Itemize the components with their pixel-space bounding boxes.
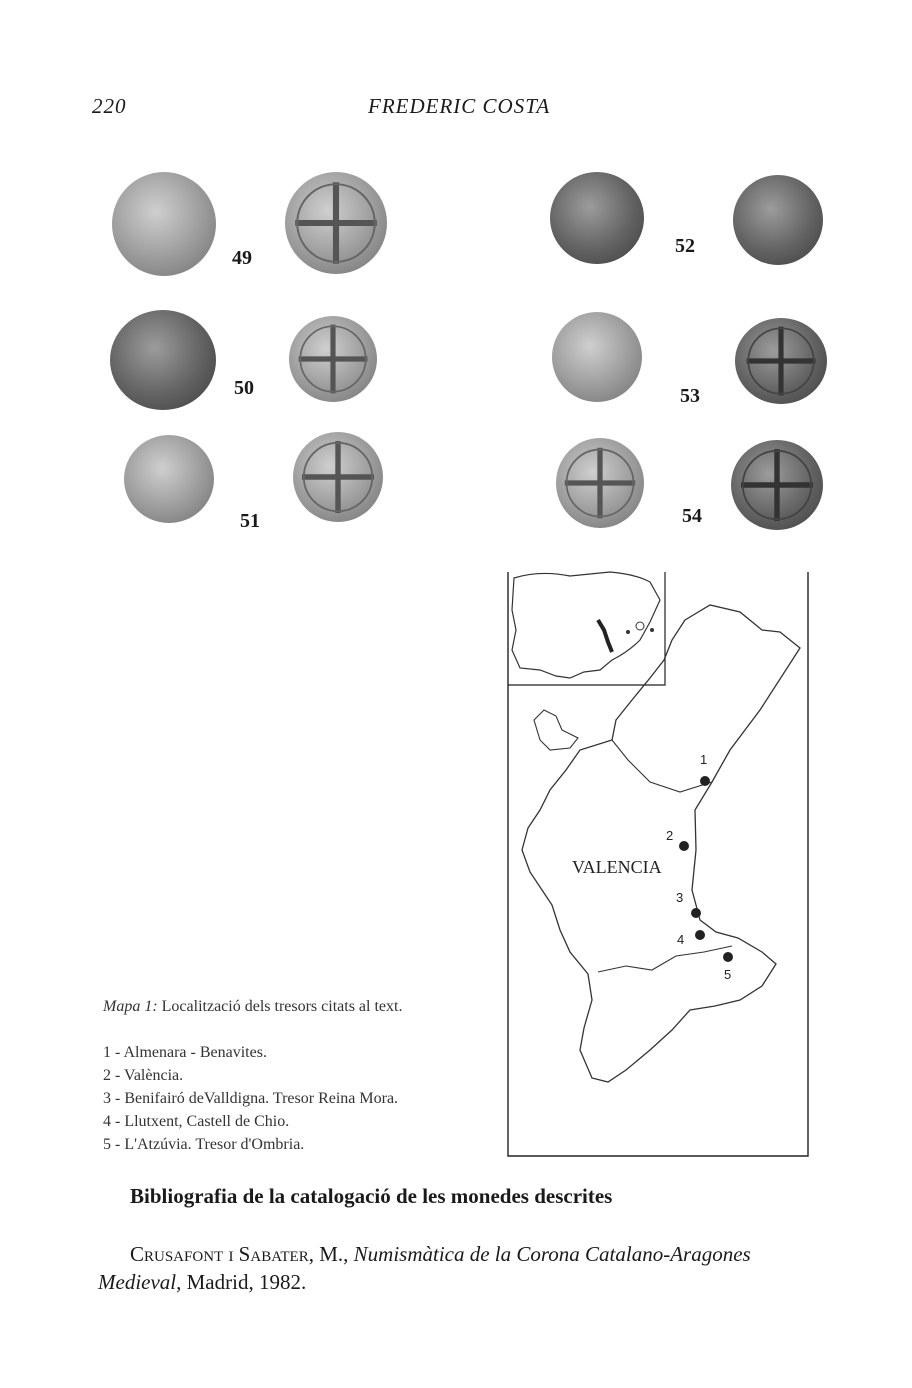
map-marker-label-5: 5 (724, 967, 732, 982)
iberia-outline (512, 572, 660, 678)
coin-image (112, 172, 216, 276)
reference-title: Numismàtica de la Corona Catalano-Aragones (353, 1242, 751, 1266)
coin-image (550, 172, 644, 264)
reference-author: Crusafont i Sabater (130, 1242, 309, 1266)
coin-number-53: 53 (680, 385, 700, 407)
balearic-island (650, 628, 654, 632)
reference-author-initial: , M., (308, 1242, 354, 1266)
bibliography-entry-line1 (130, 1240, 751, 1268)
coin-image (285, 172, 387, 274)
coin-image (124, 435, 214, 523)
map-region-label: VALENCIA (572, 857, 662, 877)
coin-number-51: 51 (240, 510, 260, 532)
enclave-outline (534, 710, 578, 750)
map-marker-3 (691, 908, 701, 918)
reference-title-cont: Medieval, (98, 1270, 182, 1294)
legend-item-5: 5 - L'Atzúvia. Tresor d'Ombria. (103, 1136, 305, 1153)
valencia-inset-highlight (598, 620, 612, 652)
legend-item-2: 2 - València. (103, 1067, 184, 1084)
coin-image (735, 318, 827, 404)
map-marker-4 (695, 930, 705, 940)
coin-number-50: 50 (234, 377, 254, 399)
location-map (500, 560, 820, 1160)
province-border (598, 946, 732, 972)
legend-item-3: 3 - Benifairó deValldigna. Tresor Reina Mora. (103, 1090, 399, 1107)
reference-publication: Madrid, 1982. (181, 1270, 307, 1294)
map-caption-label: Mapa 1: (103, 998, 158, 1015)
map-marker-label-3: 3 (676, 890, 684, 905)
legend-item-1: 1 - Almenara - Benavites. (103, 1044, 267, 1061)
coin-image (289, 316, 377, 402)
inset-frame (508, 572, 665, 685)
map-marker-2 (679, 841, 689, 851)
bibliography-entry-line2 (98, 1268, 306, 1296)
page-number: 220 (92, 94, 127, 118)
coin-number-52: 52 (675, 235, 695, 257)
map-marker-5 (723, 952, 733, 962)
coin-image (552, 312, 642, 402)
coin-image (556, 438, 644, 528)
map-marker-1 (700, 776, 710, 786)
coin-image (110, 310, 216, 410)
balearic-island (636, 622, 644, 630)
coin-image (733, 175, 823, 265)
province-border (612, 740, 712, 792)
coin-number-49: 49 (232, 247, 252, 269)
running-title: FREDERIC COSTA (368, 94, 551, 118)
coin-number-54: 54 (682, 505, 702, 527)
coin-image (293, 432, 383, 522)
bibliography-heading: Bibliografia de la catalogació de les monedes descrites (130, 1184, 613, 1208)
map-caption-text: Localització dels tresors citats al text. (157, 998, 403, 1015)
legend-item-4: 4 - Llutxent, Castell de Chio. (103, 1113, 290, 1130)
map-marker-label-4: 4 (677, 932, 685, 947)
balearic-island (626, 630, 630, 634)
map-marker-label-2: 2 (666, 828, 674, 843)
coin-image (731, 440, 823, 530)
map-marker-label-1: 1 (700, 752, 708, 767)
map-caption-title (103, 996, 402, 1018)
